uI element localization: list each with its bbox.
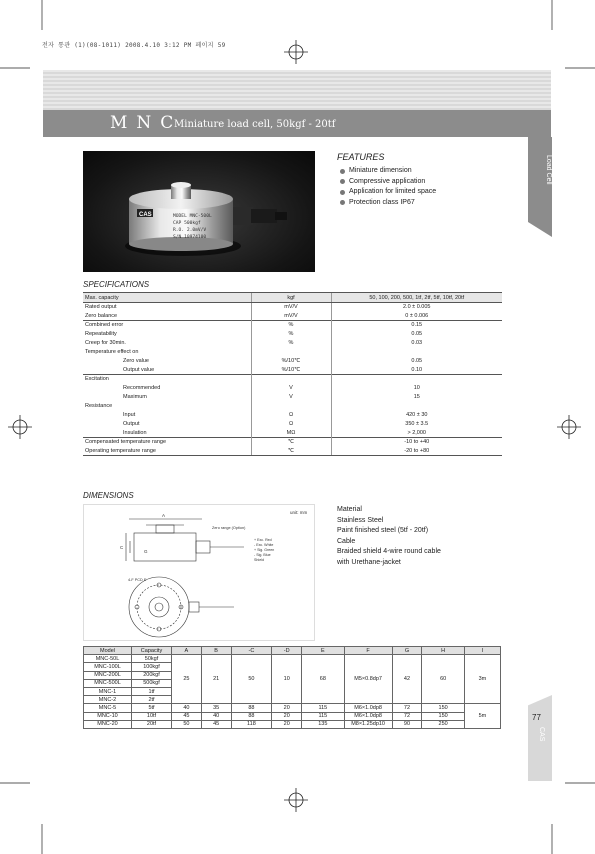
specifications-title: SPECIFICATIONS — [83, 280, 150, 289]
spec-row: Resistance — [83, 402, 502, 411]
material-line: Material — [337, 506, 362, 513]
spec-row: Recommended V 10 — [83, 384, 502, 393]
material-line: Cable — [337, 537, 356, 545]
zero-range-label: Zero range (Option) — [212, 526, 246, 530]
dim-row: MNC-500L 500kgf — [84, 679, 501, 687]
dim-row: MNC-50L 50kgf 25 21 50 10 68 M5×0.8dp7 42 60 3m — [84, 655, 501, 663]
page-title-model: MNC — [110, 113, 183, 133]
photo-label-line: S/N 10974100 — [173, 235, 207, 240]
photo-label-line: CAP 500kgf — [173, 221, 201, 226]
spec-row: Input Ω 420 ± 30 — [83, 411, 502, 420]
unit-label: unit: mm — [290, 510, 308, 515]
feature-item: Protection class IP67 — [340, 198, 436, 209]
dim-row: MNC-20 20tf 50 45 118 20 135 M8×1.25dp10 90 250 — [84, 720, 501, 728]
dim-row: MNC-2 2tf — [84, 696, 501, 704]
dim-row: MNC-100L 100kgf — [84, 663, 501, 671]
specifications-table — [83, 292, 502, 456]
wire-label: - Sig. Blue — [254, 553, 271, 557]
wire-label: Shield — [254, 558, 264, 562]
bullet-icon — [340, 169, 345, 174]
spec-row: Temperature effect on — [83, 348, 502, 357]
dimension-table — [83, 646, 501, 729]
material-line: Stainless Steel — [337, 516, 384, 524]
spec-row: Zero value %/10℃ 0.05 — [83, 357, 502, 366]
photo-brand: CAS — [139, 212, 152, 218]
spec-row: Compensated temperature range ℃ -10 to +40 — [83, 438, 502, 447]
dim-label-g: G — [144, 549, 148, 554]
spec-row: Excitation — [83, 375, 502, 384]
page-title-description: Miniature load cell, 50kgf - 20tf — [174, 119, 336, 130]
spec-row: Insulation MΩ > 2,000 — [83, 429, 502, 438]
feature-item: Miniature dimension — [340, 166, 436, 177]
wire-label: + Sig. Green — [254, 548, 275, 552]
product-photo — [83, 151, 315, 272]
page-number: 77 — [532, 713, 541, 722]
spec-row: Output value %/10℃ 0.10 — [83, 366, 502, 375]
footer-brand: CAS — [538, 727, 545, 742]
feature-item: Compressive application — [340, 177, 436, 188]
bullet-icon — [340, 200, 345, 205]
bullet-icon — [340, 190, 345, 195]
dim-row: MNC-5 5tf 40 35 88 20 115 M6×1.0dp8 72 150 5m — [84, 704, 501, 712]
spec-row: Maximum V 15 — [83, 393, 502, 402]
feature-item: Application for limited space — [340, 187, 436, 198]
dim-label-a: A — [162, 513, 166, 518]
material-line: with Urethane-jacket — [337, 558, 401, 566]
spec-row: Output Ω 350 ± 3.5 — [83, 420, 502, 429]
spec-row: Combined error % 0.15 — [83, 321, 502, 330]
side-tab-label: Load Cell — [545, 155, 552, 185]
material-line: Paint finished steel (5tf - 20tf) — [337, 527, 429, 534]
material-line: Braided shield 4-wire round cable — [337, 548, 441, 555]
dim-row: MNC-10 10tf 45 40 88 20 115 M6×1.0dp8 72 150 — [84, 712, 501, 720]
spec-row: Zero balance mV/V 0 ± 0.006 — [83, 312, 502, 321]
dim-row: MNC-200L 200kgf — [84, 671, 501, 679]
dim-label-c: C — [120, 545, 124, 550]
print-meta-line: 전자 통관 (1)(08-1011) 2008.4.10 3:12 PM 페이지 59 — [42, 42, 226, 49]
pcd-label: 4-F PCD E — [128, 578, 147, 582]
bullet-icon — [340, 179, 345, 184]
dimensions-title: DIMENSIONS — [83, 491, 134, 500]
dim-header-row: Model Capacity A B -C -D E F G H I — [84, 647, 501, 655]
spec-header-row: Max. capacity kgf 50, 100, 200, 500, 1tf, 2tf, 5tf, 10tf, 20tf — [83, 293, 502, 303]
spec-row: Rated output mV/V 2.0 ± 0.005 — [83, 303, 502, 312]
wire-label: + Exc. Red — [254, 538, 272, 542]
spec-row: Repeatability % 0.05 — [83, 330, 502, 339]
dim-row: MNC-1 1tf — [84, 687, 501, 695]
features-list — [340, 166, 436, 208]
material-info — [337, 505, 441, 568]
spec-row: Operating temperature range ℃ -20 to +80 — [83, 447, 502, 456]
photo-label-line: R.O. 2.0mV/V — [173, 228, 207, 233]
spec-row: Creep for 30min. % 0.03 — [83, 339, 502, 348]
wire-label: - Exc. White — [254, 543, 274, 547]
features-title: FEATURES — [337, 152, 385, 162]
photo-label-line: MODEL MNC-500L — [173, 214, 212, 219]
dimension-drawing — [83, 504, 315, 641]
header-band — [43, 70, 551, 110]
